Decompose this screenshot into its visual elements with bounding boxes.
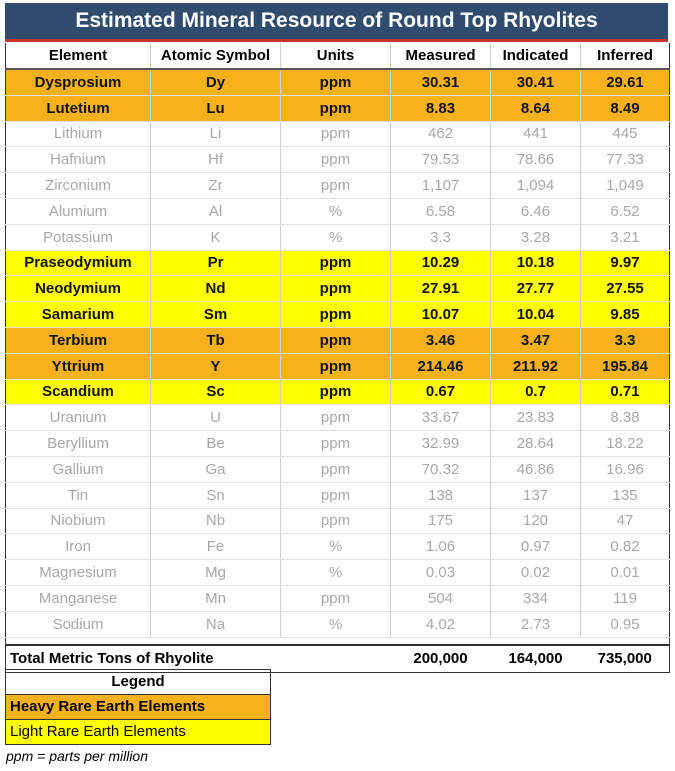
cell-inferred: 445	[581, 121, 670, 147]
cell-units: ppm	[281, 431, 391, 457]
table-row	[6, 198, 670, 224]
table-row	[6, 379, 670, 405]
cell-indicated: 211.92	[491, 353, 581, 379]
cell-units: ppm	[281, 95, 391, 121]
cell-measured: 1.06	[391, 534, 491, 560]
cell-inferred: 0.71	[581, 379, 670, 405]
cell-indicated: 334	[491, 585, 581, 611]
table-row	[6, 482, 670, 508]
cell-inferred: 6.52	[581, 198, 670, 224]
cell-measured: 0.03	[391, 560, 491, 586]
cell-atomic-symbol: Lu	[151, 95, 281, 121]
table-row	[6, 302, 670, 328]
cell-indicated: 6.46	[491, 198, 581, 224]
cell-atomic-symbol: Hf	[151, 147, 281, 173]
cell-units: ppm	[281, 276, 391, 302]
cell-measured: 79.53	[391, 147, 491, 173]
total-indicated: 164,000	[491, 645, 581, 673]
table-row	[6, 250, 670, 276]
cell-inferred: 8.38	[581, 405, 670, 431]
cell-inferred: 18.22	[581, 431, 670, 457]
cell-indicated: 3.47	[491, 327, 581, 353]
cell-units: ppm	[281, 482, 391, 508]
cell-indicated: 23.83	[491, 405, 581, 431]
cell-element: Hafnium	[6, 147, 151, 173]
cell-units: ppm	[281, 508, 391, 534]
cell-measured: 462	[391, 121, 491, 147]
cell-measured: 3.3	[391, 224, 491, 250]
header-units: Units	[281, 43, 391, 69]
cell-measured: 0.67	[391, 379, 491, 405]
total-measured: 200,000	[391, 645, 491, 673]
cell-units: ppm	[281, 585, 391, 611]
header-inferred: Inferred	[581, 43, 670, 69]
table-row	[6, 224, 670, 250]
cell-inferred: 0.82	[581, 534, 670, 560]
cell-element: Gallium	[6, 456, 151, 482]
cell-atomic-symbol: U	[151, 405, 281, 431]
cell-element: Magnesium	[6, 560, 151, 586]
mineral-resource-table	[5, 43, 670, 673]
cell-inferred: 9.97	[581, 250, 670, 276]
cell-measured: 138	[391, 482, 491, 508]
cell-indicated: 2.73	[491, 611, 581, 637]
cell-element: Potassium	[6, 224, 151, 250]
cell-element: Manganese	[6, 585, 151, 611]
cell-inferred: 16.96	[581, 456, 670, 482]
header-measured: Measured	[391, 43, 491, 69]
cell-inferred: 29.61	[581, 69, 670, 95]
legend-title: Legend	[6, 670, 270, 695]
table-row	[6, 431, 670, 457]
cell-indicated: 46.86	[491, 456, 581, 482]
table-row	[6, 405, 670, 431]
cell-indicated: 10.04	[491, 302, 581, 328]
cell-atomic-symbol: Zr	[151, 173, 281, 199]
table-row	[6, 69, 670, 95]
cell-atomic-symbol: Nb	[151, 508, 281, 534]
cell-element: Scandium	[6, 379, 151, 405]
total-label: Total Metric Tons of Rhyolite	[6, 645, 391, 673]
header-row	[6, 43, 670, 69]
cell-indicated: 0.7	[491, 379, 581, 405]
cell-indicated: 10.18	[491, 250, 581, 276]
header-indicated: Indicated	[491, 43, 581, 69]
cell-element: Sodium	[6, 611, 151, 637]
cell-measured: 8.83	[391, 95, 491, 121]
cell-indicated: 8.64	[491, 95, 581, 121]
cell-units: ppm	[281, 405, 391, 431]
cell-element: Iron	[6, 534, 151, 560]
cell-atomic-symbol: Al	[151, 198, 281, 224]
cell-atomic-symbol: Pr	[151, 250, 281, 276]
cell-units: ppm	[281, 456, 391, 482]
cell-inferred: 1,049	[581, 173, 670, 199]
table-row	[6, 95, 670, 121]
units-note: ppm = parts per million	[6, 748, 149, 764]
cell-inferred: 8.49	[581, 95, 670, 121]
cell-measured: 10.29	[391, 250, 491, 276]
legend-box	[5, 669, 271, 745]
table-row	[6, 147, 670, 173]
cell-units: %	[281, 198, 391, 224]
cell-units: ppm	[281, 302, 391, 328]
cell-measured: 6.58	[391, 198, 491, 224]
cell-atomic-symbol: Sm	[151, 302, 281, 328]
cell-inferred: 195.84	[581, 353, 670, 379]
cell-atomic-symbol: K	[151, 224, 281, 250]
table-row	[6, 585, 670, 611]
cell-units: ppm	[281, 173, 391, 199]
table-row	[6, 276, 670, 302]
table-row	[6, 173, 670, 199]
cell-units: %	[281, 560, 391, 586]
cell-atomic-symbol: Be	[151, 431, 281, 457]
header-element: Element	[6, 43, 151, 69]
cell-element: Tin	[6, 482, 151, 508]
table-row	[6, 611, 670, 637]
cell-indicated: 3.28	[491, 224, 581, 250]
cell-atomic-symbol: Li	[151, 121, 281, 147]
cell-units: %	[281, 534, 391, 560]
header-atomic-symbol: Atomic Symbol	[151, 43, 281, 69]
cell-element: Terbium	[6, 327, 151, 353]
cell-measured: 504	[391, 585, 491, 611]
cell-indicated: 441	[491, 121, 581, 147]
cell-units: ppm	[281, 327, 391, 353]
cell-atomic-symbol: Y	[151, 353, 281, 379]
cell-element: Samarium	[6, 302, 151, 328]
cell-inferred: 77.33	[581, 147, 670, 173]
cell-inferred: 0.01	[581, 560, 670, 586]
cell-units: ppm	[281, 379, 391, 405]
cell-units: %	[281, 224, 391, 250]
cell-indicated: 1,094	[491, 173, 581, 199]
cell-element: Praseodymium	[6, 250, 151, 276]
cell-atomic-symbol: Mn	[151, 585, 281, 611]
cell-element: Lithium	[6, 121, 151, 147]
cell-indicated: 78.66	[491, 147, 581, 173]
cell-measured: 4.02	[391, 611, 491, 637]
cell-inferred: 3.21	[581, 224, 670, 250]
cell-inferred: 3.3	[581, 327, 670, 353]
cell-element: Uranium	[6, 405, 151, 431]
cell-element: Alumium	[6, 198, 151, 224]
table-body	[6, 69, 670, 637]
cell-atomic-symbol: Dy	[151, 69, 281, 95]
cell-units: ppm	[281, 353, 391, 379]
spacer-row	[6, 637, 670, 645]
cell-indicated: 120	[491, 508, 581, 534]
table-row	[6, 327, 670, 353]
cell-measured: 214.46	[391, 353, 491, 379]
cell-inferred: 9.85	[581, 302, 670, 328]
table-row	[6, 456, 670, 482]
table-row	[6, 534, 670, 560]
cell-units: ppm	[281, 147, 391, 173]
cell-measured: 1,107	[391, 173, 491, 199]
cell-indicated: 0.02	[491, 560, 581, 586]
cell-units: ppm	[281, 69, 391, 95]
total-row	[6, 645, 670, 673]
cell-element: Yttrium	[6, 353, 151, 379]
table-row	[6, 560, 670, 586]
cell-measured: 33.67	[391, 405, 491, 431]
cell-units: %	[281, 611, 391, 637]
cell-indicated: 27.77	[491, 276, 581, 302]
cell-inferred: 27.55	[581, 276, 670, 302]
cell-measured: 32.99	[391, 431, 491, 457]
spacer-cell	[6, 637, 670, 645]
total-inferred: 735,000	[581, 645, 670, 673]
cell-element: Lutetium	[6, 95, 151, 121]
cell-measured: 3.46	[391, 327, 491, 353]
cell-measured: 30.31	[391, 69, 491, 95]
cell-indicated: 0.97	[491, 534, 581, 560]
cell-units: ppm	[281, 121, 391, 147]
cell-inferred: 0.95	[581, 611, 670, 637]
cell-units: ppm	[281, 250, 391, 276]
cell-measured: 27.91	[391, 276, 491, 302]
cell-atomic-symbol: Fe	[151, 534, 281, 560]
cell-atomic-symbol: Sn	[151, 482, 281, 508]
cell-inferred: 47	[581, 508, 670, 534]
cell-atomic-symbol: Nd	[151, 276, 281, 302]
cell-inferred: 119	[581, 585, 670, 611]
cell-element: Beryllium	[6, 431, 151, 457]
legend-light-rare-earth: Light Rare Earth Elements	[6, 720, 270, 744]
cell-indicated: 30.41	[491, 69, 581, 95]
cell-element: Dysprosium	[6, 69, 151, 95]
legend-heavy-rare-earth: Heavy Rare Earth Elements	[6, 695, 270, 720]
cell-atomic-symbol: Ga	[151, 456, 281, 482]
cell-atomic-symbol: Tb	[151, 327, 281, 353]
cell-atomic-symbol: Na	[151, 611, 281, 637]
cell-atomic-symbol: Sc	[151, 379, 281, 405]
cell-element: Neodymium	[6, 276, 151, 302]
table-title: Estimated Mineral Resource of Round Top Rhyolites	[5, 3, 668, 42]
cell-measured: 10.07	[391, 302, 491, 328]
table-row	[6, 353, 670, 379]
cell-element: Niobium	[6, 508, 151, 534]
cell-measured: 70.32	[391, 456, 491, 482]
cell-atomic-symbol: Mg	[151, 560, 281, 586]
table-row	[6, 121, 670, 147]
cell-inferred: 135	[581, 482, 670, 508]
table-row	[6, 508, 670, 534]
cell-indicated: 137	[491, 482, 581, 508]
cell-element: Zirconium	[6, 173, 151, 199]
cell-indicated: 28.64	[491, 431, 581, 457]
cell-measured: 175	[391, 508, 491, 534]
